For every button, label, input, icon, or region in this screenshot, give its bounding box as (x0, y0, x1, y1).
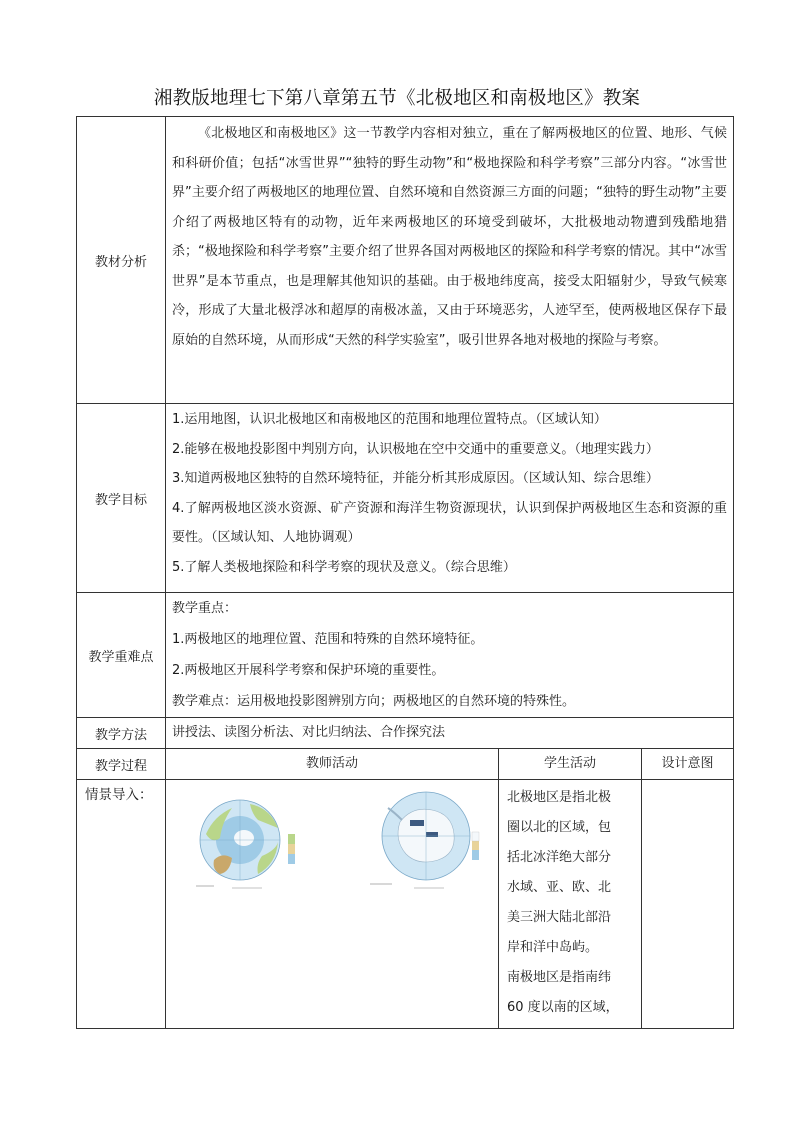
student-line: 圈以北的区域，包 (507, 820, 612, 835)
keypoints-row (77, 593, 734, 718)
teacher-activity-header: 教师活动 (166, 749, 499, 780)
keypoints-heading: 教学重点： (172, 601, 238, 616)
lesson-plan-table (76, 116, 734, 1029)
intro-label: 情景导入： (85, 787, 153, 803)
arctic-map-image (192, 794, 312, 894)
goals-label: 教学目标 (77, 404, 166, 593)
methods-row (77, 718, 734, 749)
student-line: 北极地区是指北极 (507, 790, 612, 805)
goals-row (77, 404, 734, 593)
analysis-text: 《北极地区和南极地区》这一节教学内容相对独立，重在了解两极地区的位置、地形、气候和科研价值；包括“冰雪世界”“独特的野生动物”和“极地探险和科学考察”三部分内容。“冰雪世界”主要介绍了两极地区的地理位置、自然环境和自然资源三方面的问题；“独特的野生动物”主要介绍了两极地区特有的动物，近年来两极地区的环境受到破坏，大批极地动物遭到残酷地猎杀；“极地探险和科学考察”主要介绍了世界各国对两极地区的探险和科学考察的情况。其中“冰雪世界”是本节重点，也是理解其他知识的基础。由于极地纬度高，接受太阳辐射少，导致气候寒冷，形成了大量北极浮冰和超厚的南极冰盖，又由于环境恶劣，人迹罕至，使两极地区保存下最原始的自然环境，从而形成“天然的科学实验室”，吸引世界各地对极地的探险与考察。 (172, 126, 728, 348)
analysis-cell (166, 117, 734, 404)
antarctic-map-image (366, 788, 486, 894)
goals-list (166, 404, 733, 584)
keypoints-cell (166, 593, 734, 718)
keypoints-label: 教学重难点 (77, 593, 166, 718)
difficulty-text: 教学难点：运用极地投影图辨别方向；两极地区的自然环境的特殊性。 (172, 694, 576, 709)
methods-text: 讲授法、读图分析法、对比归纳法、合作探究法 (172, 725, 446, 740)
analysis-row (77, 117, 734, 404)
student-line: 美三洲大陆北部沿 (507, 910, 612, 925)
goal-item-4: 4.了解两极地区淡水资源、矿产资源和海洋生物资源现状，认识到保护两极地区生态和资源的重要性。（区域认知、人地协调观） (172, 500, 728, 545)
student-line: 括北冰洋绝大部分 (507, 850, 612, 865)
polar-maps (166, 780, 498, 1028)
methods-label: 教学方法 (77, 718, 166, 749)
student-activity-text (499, 780, 641, 1023)
goals-cell (166, 404, 734, 593)
teacher-activity-cell (166, 780, 499, 1029)
keypoint-item-2: 2.两极地区开展科学考察和保护环境的重要性。 (172, 663, 445, 678)
student-line: 水域、亚、欧、北 (507, 880, 612, 895)
intro-row (77, 780, 734, 1029)
student-line: 岸和洋中岛屿。 (507, 940, 599, 955)
goal-item-2: 2.能够在极地投影图中判别方向，认识极地在空中交通中的重要意义。（地理实践力） (172, 441, 659, 457)
process-header-row (77, 749, 734, 780)
goal-item-1: 1.运用地图，认识北极地区和南极地区的范围和地理位置特点。（区域认知） (172, 412, 607, 427)
student-line: 60 度以南的区域， (507, 1000, 619, 1015)
keypoint-item-1: 1.两极地区的地理位置、范围和特殊的自然环境特征。 (172, 632, 484, 647)
methods-cell (166, 718, 734, 749)
student-activity-header: 学生活动 (499, 749, 642, 780)
intro-label-cell (77, 780, 166, 1029)
student-line: 南极地区是指南纬 (507, 970, 612, 985)
analysis-label: 教材分析 (77, 117, 166, 404)
page-title: 湘教版地理七下第八章第五节《北极地区和南极地区》教案 (153, 88, 641, 109)
goal-item-5: 5.了解人类极地探险和科学考察的现状及意义。（综合思维） (172, 559, 516, 575)
student-activity-cell (499, 780, 642, 1029)
design-intent-cell (642, 780, 734, 1029)
process-label: 教学过程 (77, 749, 166, 780)
design-intent-header: 设计意图 (642, 749, 734, 780)
goal-item-3: 3.知道两极地区独特的自然环境特征，并能分析其形成原因。（区域认知、综合思维） (172, 471, 659, 486)
